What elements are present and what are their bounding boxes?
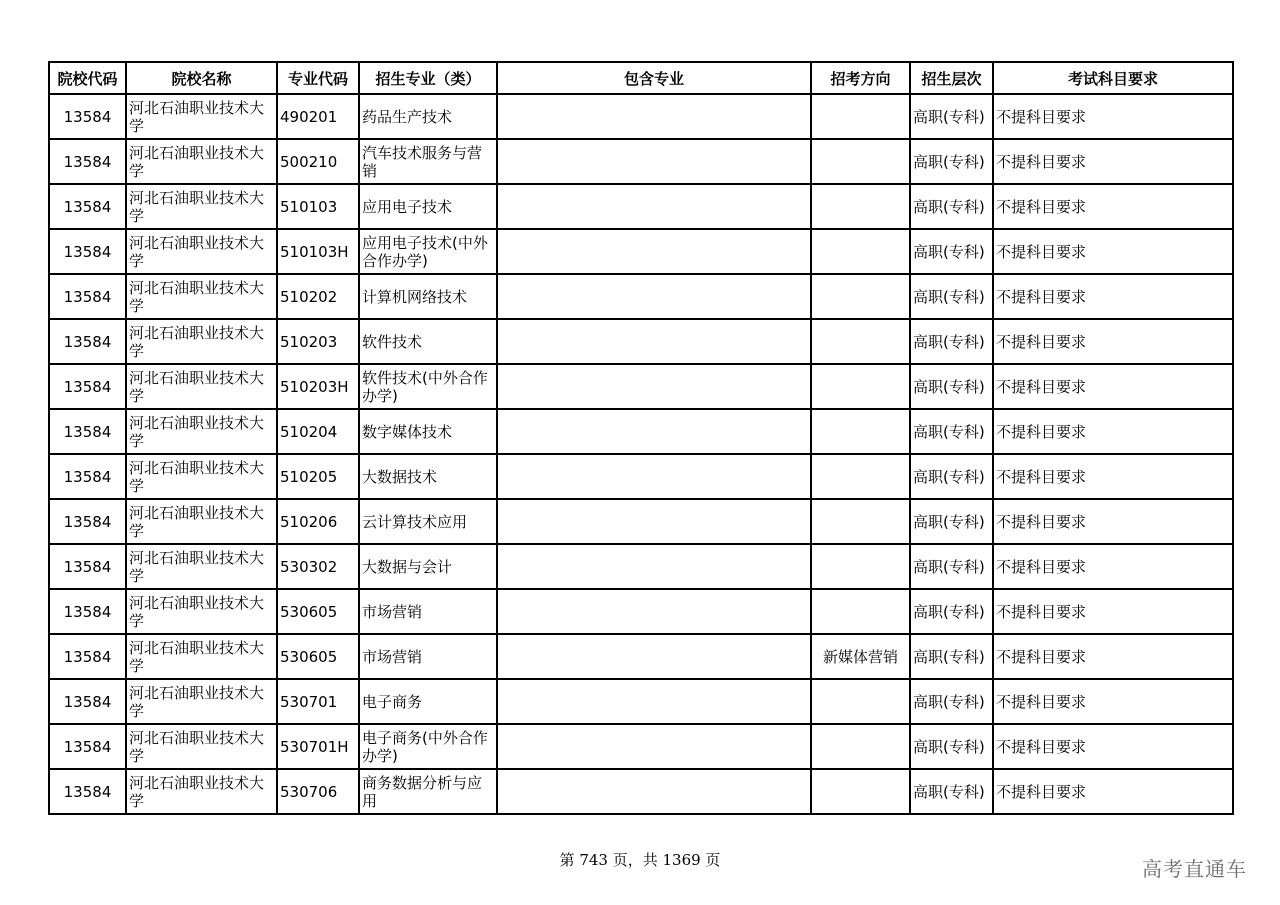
major-code-cell: 510203H: [277, 364, 359, 409]
level-cell: 高职(专科): [910, 274, 993, 319]
table-body: [49, 94, 1233, 814]
school-code-cell: 13584: [49, 229, 126, 274]
included-majors-cell: [497, 139, 811, 184]
school-name-cell: 河北石油职业技术大学: [126, 274, 277, 319]
direction-cell: [811, 319, 910, 364]
school-name-cell: 河北石油职业技术大学: [126, 229, 277, 274]
included-majors-cell: [497, 544, 811, 589]
major-name-cell: 数字媒体技术: [359, 409, 497, 454]
included-majors-cell: [497, 274, 811, 319]
direction-cell: [811, 679, 910, 724]
direction-cell: [811, 184, 910, 229]
included-majors-cell: [497, 589, 811, 634]
table-row: [49, 319, 1233, 364]
subject-requirement-cell: 不提科目要求: [993, 274, 1233, 319]
direction-cell: 新媒体营销: [811, 634, 910, 679]
header-included-majors: 包含专业: [497, 62, 811, 94]
direction-cell: [811, 454, 910, 499]
major-code-cell: 510103H: [277, 229, 359, 274]
major-code-cell: 530706: [277, 769, 359, 814]
included-majors-cell: [497, 409, 811, 454]
major-name-cell: 市场营销: [359, 589, 497, 634]
subject-requirement-cell: 不提科目要求: [993, 229, 1233, 274]
school-name-cell: 河北石油职业技术大学: [126, 184, 277, 229]
subject-requirement-cell: 不提科目要求: [993, 409, 1233, 454]
level-cell: 高职(专科): [910, 769, 993, 814]
school-code-cell: 13584: [49, 364, 126, 409]
table-row: [49, 454, 1233, 499]
major-name-cell: 药品生产技术: [359, 94, 497, 139]
level-cell: 高职(专科): [910, 634, 993, 679]
school-name-cell: 河北石油职业技术大学: [126, 634, 277, 679]
school-name-cell: 河北石油职业技术大学: [126, 94, 277, 139]
subject-requirement-cell: 不提科目要求: [993, 769, 1233, 814]
major-name-cell: 云计算技术应用: [359, 499, 497, 544]
watermark: 高考直通车: [1142, 857, 1247, 881]
major-name-cell: 软件技术(中外合作办学): [359, 364, 497, 409]
subject-requirement-cell: 不提科目要求: [993, 499, 1233, 544]
subject-requirement-cell: 不提科目要求: [993, 589, 1233, 634]
included-majors-cell: [497, 184, 811, 229]
level-cell: 高职(专科): [910, 409, 993, 454]
subject-requirement-cell: 不提科目要求: [993, 319, 1233, 364]
school-code-cell: 13584: [49, 409, 126, 454]
major-name-cell: 汽车技术服务与营销: [359, 139, 497, 184]
major-code-cell: 510205: [277, 454, 359, 499]
subject-requirement-cell: 不提科目要求: [993, 94, 1233, 139]
table-row: [49, 634, 1233, 679]
direction-cell: [811, 544, 910, 589]
direction-cell: [811, 364, 910, 409]
table-row: [49, 139, 1233, 184]
school-code-cell: 13584: [49, 319, 126, 364]
school-code-cell: 13584: [49, 724, 126, 769]
school-name-cell: 河北石油职业技术大学: [126, 589, 277, 634]
table-row: [49, 409, 1233, 454]
school-code-cell: 13584: [49, 544, 126, 589]
table-row: [49, 184, 1233, 229]
included-majors-cell: [497, 499, 811, 544]
school-name-cell: 河北石油职业技术大学: [126, 364, 277, 409]
level-cell: 高职(专科): [910, 499, 993, 544]
table-row: [49, 229, 1233, 274]
level-cell: 高职(专科): [910, 724, 993, 769]
table-row: [49, 499, 1233, 544]
included-majors-cell: [497, 319, 811, 364]
major-code-cell: 530302: [277, 544, 359, 589]
level-cell: 高职(专科): [910, 229, 993, 274]
major-code-cell: 500210: [277, 139, 359, 184]
major-code-cell: 530605: [277, 634, 359, 679]
included-majors-cell: [497, 364, 811, 409]
school-name-cell: 河北石油职业技术大学: [126, 544, 277, 589]
included-majors-cell: [497, 229, 811, 274]
level-cell: 高职(专科): [910, 319, 993, 364]
major-name-cell: 电子商务: [359, 679, 497, 724]
header-school-name: 院校名称: [126, 62, 277, 94]
major-name-cell: 商务数据分析与应用: [359, 769, 497, 814]
subject-requirement-cell: 不提科目要求: [993, 139, 1233, 184]
major-code-cell: 530701: [277, 679, 359, 724]
page-number: 第 743 页，共 1369 页: [559, 851, 721, 869]
subject-requirement-cell: 不提科目要求: [993, 184, 1233, 229]
table-row: [49, 94, 1233, 139]
direction-cell: [811, 499, 910, 544]
included-majors-cell: [497, 679, 811, 724]
major-code-cell: 510204: [277, 409, 359, 454]
table-header-row: [49, 62, 1233, 94]
major-name-cell: 大数据与会计: [359, 544, 497, 589]
school-name-cell: 河北石油职业技术大学: [126, 409, 277, 454]
school-name-cell: 河北石油职业技术大学: [126, 724, 277, 769]
included-majors-cell: [497, 454, 811, 499]
table-row: [49, 769, 1233, 814]
school-code-cell: 13584: [49, 139, 126, 184]
direction-cell: [811, 409, 910, 454]
school-name-cell: 河北石油职业技术大学: [126, 319, 277, 364]
subject-requirement-cell: 不提科目要求: [993, 364, 1233, 409]
school-code-cell: 13584: [49, 454, 126, 499]
table-row: [49, 544, 1233, 589]
subject-requirement-cell: 不提科目要求: [993, 544, 1233, 589]
subject-requirement-cell: 不提科目要求: [993, 634, 1233, 679]
major-code-cell: 510103: [277, 184, 359, 229]
major-code-cell: 510203: [277, 319, 359, 364]
school-code-cell: 13584: [49, 769, 126, 814]
direction-cell: [811, 274, 910, 319]
direction-cell: [811, 724, 910, 769]
level-cell: 高职(专科): [910, 589, 993, 634]
direction-cell: [811, 769, 910, 814]
table-row: [49, 589, 1233, 634]
header-subject-requirement: 考试科目要求: [993, 62, 1233, 94]
school-name-cell: 河北石油职业技术大学: [126, 679, 277, 724]
header-direction: 招考方向: [811, 62, 910, 94]
school-code-cell: 13584: [49, 499, 126, 544]
level-cell: 高职(专科): [910, 94, 993, 139]
major-name-cell: 市场营销: [359, 634, 497, 679]
school-code-cell: 13584: [49, 589, 126, 634]
school-code-cell: 13584: [49, 634, 126, 679]
direction-cell: [811, 94, 910, 139]
level-cell: 高职(专科): [910, 454, 993, 499]
school-code-cell: 13584: [49, 274, 126, 319]
subject-requirement-cell: 不提科目要求: [993, 454, 1233, 499]
major-name-cell: 应用电子技术(中外合作办学): [359, 229, 497, 274]
major-code-cell: 530605: [277, 589, 359, 634]
major-name-cell: 电子商务(中外合作办学): [359, 724, 497, 769]
school-name-cell: 河北石油职业技术大学: [126, 139, 277, 184]
level-cell: 高职(专科): [910, 184, 993, 229]
level-cell: 高职(专科): [910, 544, 993, 589]
header-level: 招生层次: [910, 62, 993, 94]
subject-requirement-cell: 不提科目要求: [993, 724, 1233, 769]
included-majors-cell: [497, 724, 811, 769]
header-school-code: 院校代码: [49, 62, 126, 94]
direction-cell: [811, 139, 910, 184]
school-name-cell: 河北石油职业技术大学: [126, 454, 277, 499]
table-row: [49, 679, 1233, 724]
table-row: [49, 274, 1233, 319]
school-code-cell: 13584: [49, 679, 126, 724]
table-row: [49, 364, 1233, 409]
school-code-cell: 13584: [49, 94, 126, 139]
school-code-cell: 13584: [49, 184, 126, 229]
major-name-cell: 应用电子技术: [359, 184, 497, 229]
school-name-cell: 河北石油职业技术大学: [126, 769, 277, 814]
level-cell: 高职(专科): [910, 364, 993, 409]
header-major-name: 招生专业（类）: [359, 62, 497, 94]
included-majors-cell: [497, 94, 811, 139]
level-cell: 高职(专科): [910, 679, 993, 724]
level-cell: 高职(专科): [910, 139, 993, 184]
school-name-cell: 河北石油职业技术大学: [126, 499, 277, 544]
major-name-cell: 软件技术: [359, 319, 497, 364]
header-major-code: 专业代码: [277, 62, 359, 94]
direction-cell: [811, 589, 910, 634]
major-code-cell: 510202: [277, 274, 359, 319]
included-majors-cell: [497, 769, 811, 814]
included-majors-cell: [497, 634, 811, 679]
major-code-cell: 490201: [277, 94, 359, 139]
direction-cell: [811, 229, 910, 274]
major-code-cell: 510206: [277, 499, 359, 544]
table-row: [49, 724, 1233, 769]
major-name-cell: 计算机网络技术: [359, 274, 497, 319]
admissions-table: [48, 61, 1234, 815]
major-name-cell: 大数据技术: [359, 454, 497, 499]
major-code-cell: 530701H: [277, 724, 359, 769]
subject-requirement-cell: 不提科目要求: [993, 679, 1233, 724]
